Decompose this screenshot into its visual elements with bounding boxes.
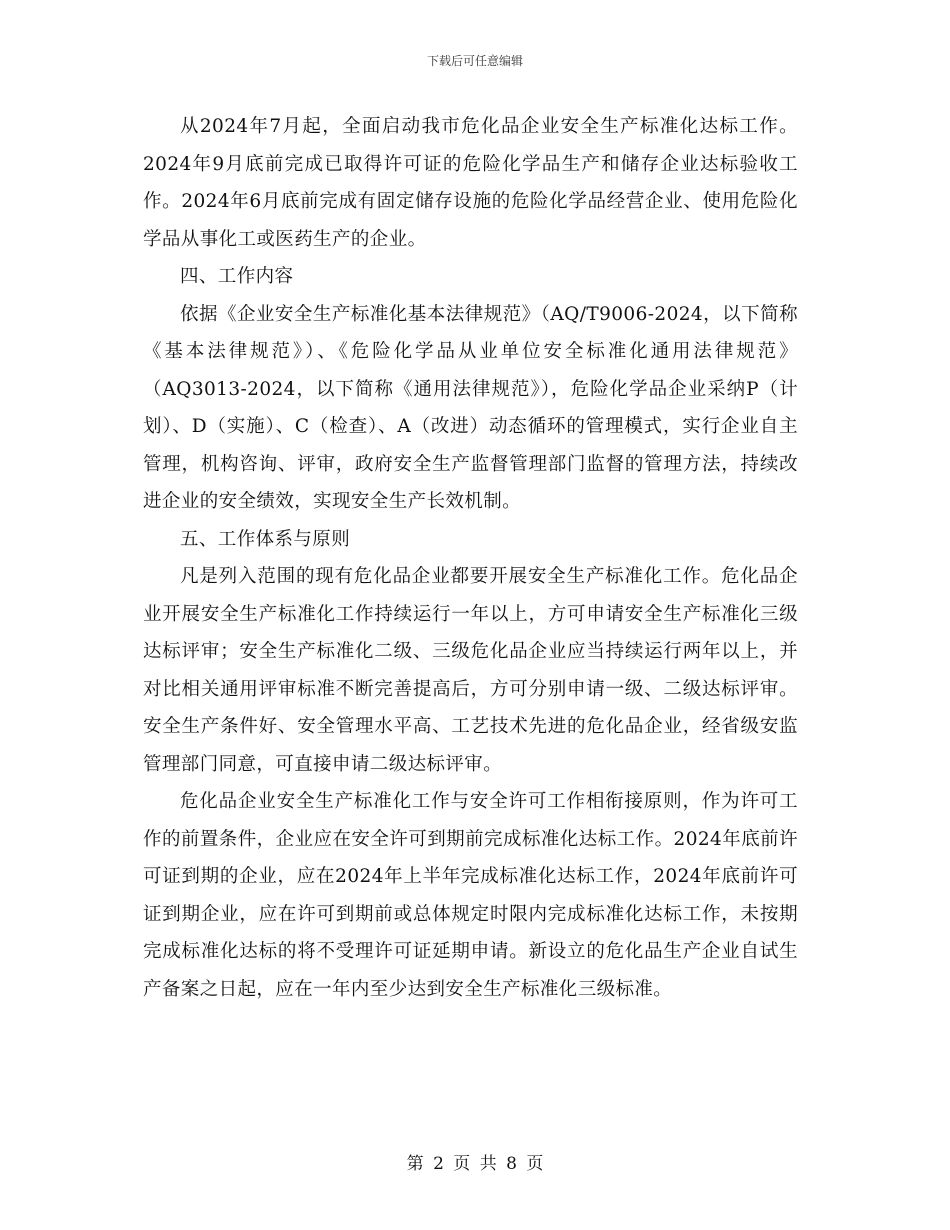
paragraph-licensing: 危化品企业安全生产标准化工作与安全许可工作相衔接原则，作为许可工作的前置条件，企业应在安全许可到期前完成标准化达标工作。2024年底前许可证到期的企业，应在2024年上半年完成标准化达标工作，2024年底前许可证到期企业，应在许可到期前或总体规定时限内完成标准化达标工作，未按期完成标准化达标的将不受理许可证延期申请。新设立的危化品生产企业自试生产备案之日起，应在一年内至少达到安全生产标准化三级标准。 (143, 791, 798, 1000)
header-note: 下载后可任意编辑 (426, 54, 523, 68)
section-heading-work-content: 四、工作内容 (180, 266, 294, 287)
paragraph-scope: 凡是列入范围的现有危化品企业都要开展安全生产标准化工作。危化品企业开展安全生产标准化工作持续运行一年以上，方可申请安全生产标准化三级达标评审；安全生产标准化二级、三级危化品企业应当持续运行两年以上，并对比相关通用评审标准不断完善提高后，方可分别申请一级、二级达标评审。安全生产条件好、安全管理水平高、工艺技术先进的危化品企业，经省级安监管理部门同意，可直接申请二级达标评审。 (143, 566, 798, 775)
paragraph-schedule: 从2024年7月起，全面启动我市危化品企业安全生产标准化达标工作。2024年9月底前完成已取得许可证的危险化学品生产和储存企业达标验收工作。2024年6月底前完成有固定储存设施的危险化学品经营企业、使用危险化学品从事化工或医药生产的企业。 (143, 116, 798, 250)
section-heading-system-principles: 五、工作体系与原则 (180, 528, 351, 550)
page-number-footer: 第 2 页 共 8 页 (406, 1154, 544, 1174)
document-body (143, 108, 798, 1008)
paragraph-work-content: 依据《企业安全生产标准化基本法律规范》（AQ/T9006-2024，以下简称《基本法律规范》）、《危险化学品从业单位安全标准化通用法律规范》（AQ3013-2024，以下简称《通用法律规范》），危险化学品企业采纳P（计划）、D（实施）、C（检查）、A（改进）动态循环的管理模式，实行企业自主管理，机构咨询、评审，政府安全生产监督管理部门监督的管理方法，持续改进企业的安全绩效，实现安全生产长效机制。 (143, 303, 798, 512)
